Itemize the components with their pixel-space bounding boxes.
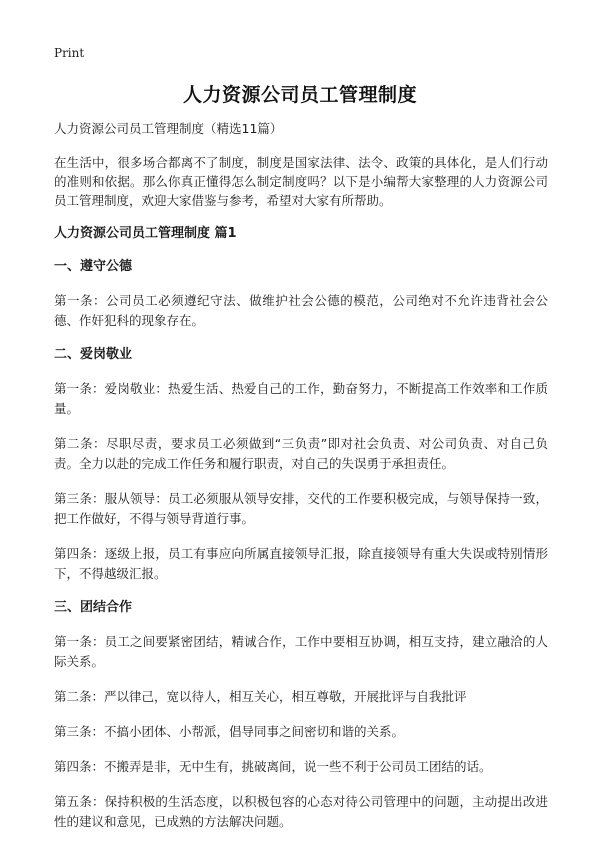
- clause-paragraph: 第三条：服从领导：员工必须服从领导安排，交代的工作要积极完成，与领导保持一致，把工作做好，不得与领导背道行事。: [54, 491, 548, 526]
- section-heading: 二、爱岗敬业: [54, 347, 133, 362]
- section-heading: 一、遵守公德: [54, 259, 133, 274]
- clause-paragraph: 第一条：员工之间要紧密团结，精诚合作，工作中要相互协调，相互支持，建立融洽的人际关系。: [54, 634, 548, 669]
- document-subtitle: 人力资源公司员工管理制度（精选11篇）: [54, 121, 283, 136]
- intro-paragraph: 在生活中，很多场合都离不了制度，制度是国家法律、法令、政策的具体化，是人们行动的准则和依据。那么你真正懂得怎么制定制度吗？以下是小编帮大家整理的人力资源公司员工管理制度，欢迎大家借鉴与参考，希望对大家有所帮助。: [54, 155, 548, 208]
- clause-paragraph: 第一条：爱岗敬业：热爱生活、热爱自己的工作，勤奋努力，不断提高工作效率和工作质量。: [54, 381, 548, 416]
- clause-paragraph: 第三条：不搞小团体、小帮派，倡导同事之间密切和谐的关系。: [54, 724, 405, 739]
- page-title: 人力资源公司员工管理制度: [182, 84, 417, 106]
- clause-paragraph: 第二条：尽职尽责，要求员工必须做到“三负责”即对社会负责、对公司负责、对自己负责。全力以赴的完成工作任务和履行职责，对自己的失误勇于承担责任。: [54, 436, 548, 471]
- section-heading: 三、团结合作: [54, 600, 133, 615]
- clause-paragraph: 第二条：严以律己，宽以待人，相互关心，相互尊敬，开展批评与自我批评: [54, 689, 467, 704]
- clause-paragraph: 第四条：逐级上报，员工有事应向所属直接领导汇报，除直接领导有重大失误或特别情形下，不得越级汇报。: [54, 546, 548, 581]
- document-body: [54, 120, 548, 847]
- clause-paragraph: 第四条：不搬弄是非，无中生有，挑破离间，说一些不利于公司员工团结的话。: [54, 759, 492, 774]
- clause-paragraph: 第一条：公司员工必须遵纪守法、做维护社会公德的模范，公司绝对不允许违背社会公德、作奸犯科的现象存在。: [54, 293, 548, 328]
- print-link[interactable]: Print: [54, 46, 85, 60]
- clause-paragraph: 第五条：保持积极的生活态度，以积极包容的心态对待公司管理中的问题，主动提出改进性的建议和意见，已成熟的方法解决问题。: [54, 794, 548, 829]
- chapter-heading: 人力资源公司员工管理制度 篇1: [54, 226, 237, 241]
